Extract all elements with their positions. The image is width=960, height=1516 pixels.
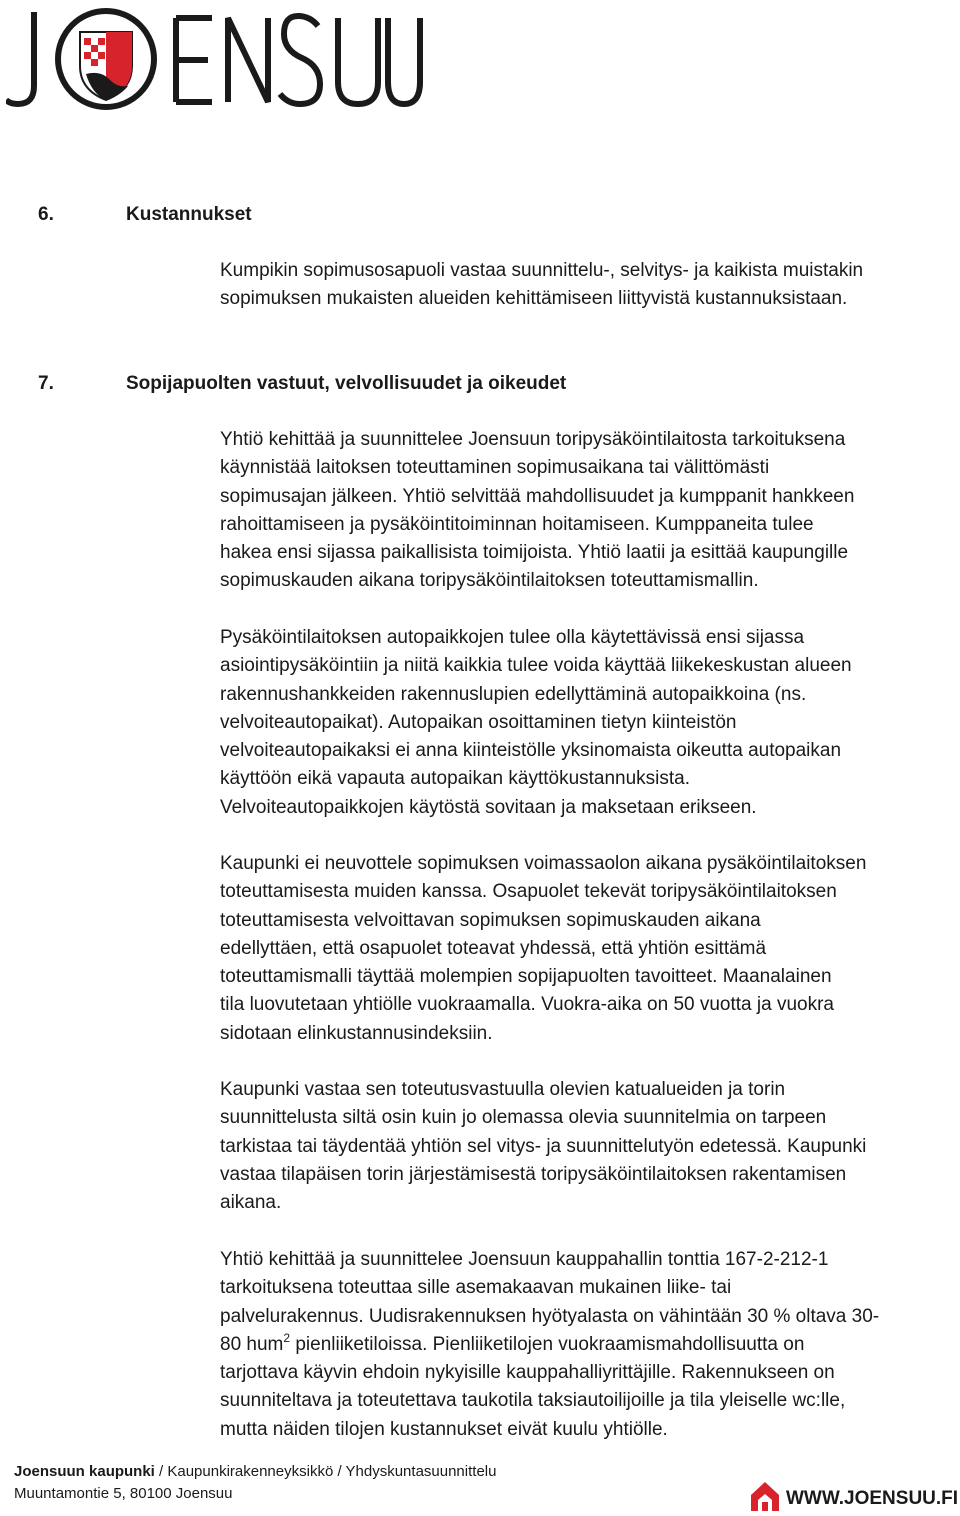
text-line: [220, 1330, 805, 1355]
text-line: velvoiteautopaikaksi ei anna kiinteistölle yksinomaista oikeutta autopaikan: [220, 740, 842, 762]
paragraph-market-hall: [220, 1246, 958, 1444]
paragraph-costs: [220, 257, 958, 314]
website-logo[interactable]: [748, 1478, 958, 1514]
website-url[interactable]: WWW.JOENSUU.FI: [786, 1488, 958, 1509]
text-line: toteuttamismalli täyttää molempien sopijapuolten tavoitteet. Maanalainen: [220, 966, 832, 988]
footer-unit: / Kaupunkirakenneyksikkö / Yhdyskuntasuunnittelu: [154, 1463, 497, 1480]
paragraph-parking-development: [220, 426, 958, 596]
text-fragment: 80 hum: [220, 1333, 284, 1355]
text-line: Kaupunki ei neuvottele sopimuksen voimassaolon aikana pysäköintilaitoksen: [220, 853, 867, 874]
text-line: asiointipysäköintiin ja niitä kaikkia tulee voida käyttää liikekeskustan alueen: [220, 655, 852, 677]
text-line: käyttöön eikä vapauta autopaikan käyttökustannuksista.: [220, 768, 691, 790]
footer-org-name: Joensuun kaupunki: [14, 1463, 155, 1480]
text-line: palvelurakennus. Uudisrakennuksen hyötyalasta on vähintään 30 % oltava 30-: [220, 1305, 880, 1327]
text-line: toteuttamisesta velvoittavan sopimuksen sopimuskauden aikana: [220, 909, 761, 931]
text-line: hakea ensi sijassa paikallisista toimijoista. Yhtiö laatii ja esittää kaupungille: [220, 542, 849, 564]
text-line: sopimuksen mukaisten alueiden kehittämiseen liittyvistä kustannuksistaan.: [220, 288, 848, 310]
text-line: suunniteltava ja toteutettava taukotila taksiautoilijoille ja tila yleiselle wc:lle,: [220, 1390, 846, 1412]
text-line: suunnittelusta siltä osin kuin jo olemassa olevia suunnitelmia on tarpeen: [220, 1107, 827, 1129]
text-line: käynnistää laitoksen toteuttaminen sopimusaikana tai välittömästi: [220, 457, 770, 479]
text-line: Kumpikin sopimusosapuoli vastaa suunnittelu-, selvitys- ja kaikista muistakin: [220, 260, 864, 281]
section-number: 6.: [38, 204, 54, 225]
text-line: tarkistaa tai täydentää yhtiön sel vitys- ja suunnittelutyön edetessä. Kaupunki: [220, 1135, 867, 1157]
text-line: Yhtiö kehittää ja suunnittelee Joensuun kauppahallin tonttia 167-2-212-1: [220, 1249, 829, 1270]
footer-organization: [14, 1463, 496, 1481]
text-line: aikana.: [220, 1192, 282, 1214]
paragraph-negotiation: [220, 850, 958, 1048]
text-line: sopimusajan jälkeen. Yhtiö selvittää mahdollisuudet ja kumppanit hankkeen: [220, 485, 855, 507]
text-line: Pysäköintilaitoksen autopaikkojen tulee olla käytettävissä ensi sijassa: [220, 627, 805, 648]
text-line: sidotaan elinkustannusindeksiin.: [220, 1022, 493, 1044]
paragraph-city-responsibility: [220, 1076, 958, 1217]
joensuu-logo: [6, 4, 426, 114]
section-title: Sopijapuolten vastuut, velvollisuudet ja oikeudet: [126, 373, 567, 394]
text-line: sopimuskauden aikana toripysäköintilaitoksen toteuttamismallin.: [220, 570, 759, 592]
text-line: toteuttamisesta muiden kanssa. Osapuolet tekevät toripysäköintilaitoksen: [220, 881, 837, 903]
text-fragment: pienliiketiloissa. Pienliiketilojen vuokraamismahdollisuutta on: [290, 1333, 805, 1355]
superscript: 2: [283, 1330, 291, 1345]
text-line: tarjottava käyvin ehdoin nykyisille kauppahalliyrittäjille. Rakennukseen on: [220, 1362, 835, 1384]
text-line: Velvoiteautopaikkojen käytöstä sovitaan ja maksetaan erikseen.: [220, 796, 757, 818]
paragraph-parking-spaces: [220, 624, 958, 822]
text-line: rakennushankkeiden rakennuslupien edellyttäminä autopaikkoina (ns.: [220, 683, 807, 705]
text-line: tarkoituksena toteuttaa sille asemakaavan mukainen liike- tai: [220, 1277, 732, 1299]
text-line: vastaa tilapäisen torin järjestämisestä toripysäköintilaitoksen rakentamisen: [220, 1163, 847, 1185]
section-title: Kustannukset: [126, 204, 252, 225]
text-line: tila luovutetaan yhtiölle vuokraamalla. Vuokra-aika on 50 vuotta ja vuokra: [220, 994, 834, 1016]
text-line: rahoittamiseen ja pysäköintitoiminnan hoitamiseen. Kumppaneita tulee: [220, 513, 814, 535]
text-line: velvoiteautopaikat). Autopaikan osoittaminen tietyn kiinteistön: [220, 711, 737, 733]
footer-address: Muuntamontie 5, 80100 Joensuu: [14, 1485, 233, 1502]
text-line: mutta näiden tilojen kustannukset eivät kuulu yhtiölle.: [220, 1418, 668, 1440]
section-number: 7.: [38, 373, 54, 394]
text-line: edellyttäen, että osapuolet toteavat yhdessä, että yhtiön esittämä: [220, 937, 767, 959]
text-line: Yhtiö kehittää ja suunnittelee Joensuun toripysäköintilaitosta tarkoituksena: [220, 429, 846, 450]
text-line: Kaupunki vastaa sen toteutusvastuulla olevien katualueiden ja torin: [220, 1079, 786, 1100]
